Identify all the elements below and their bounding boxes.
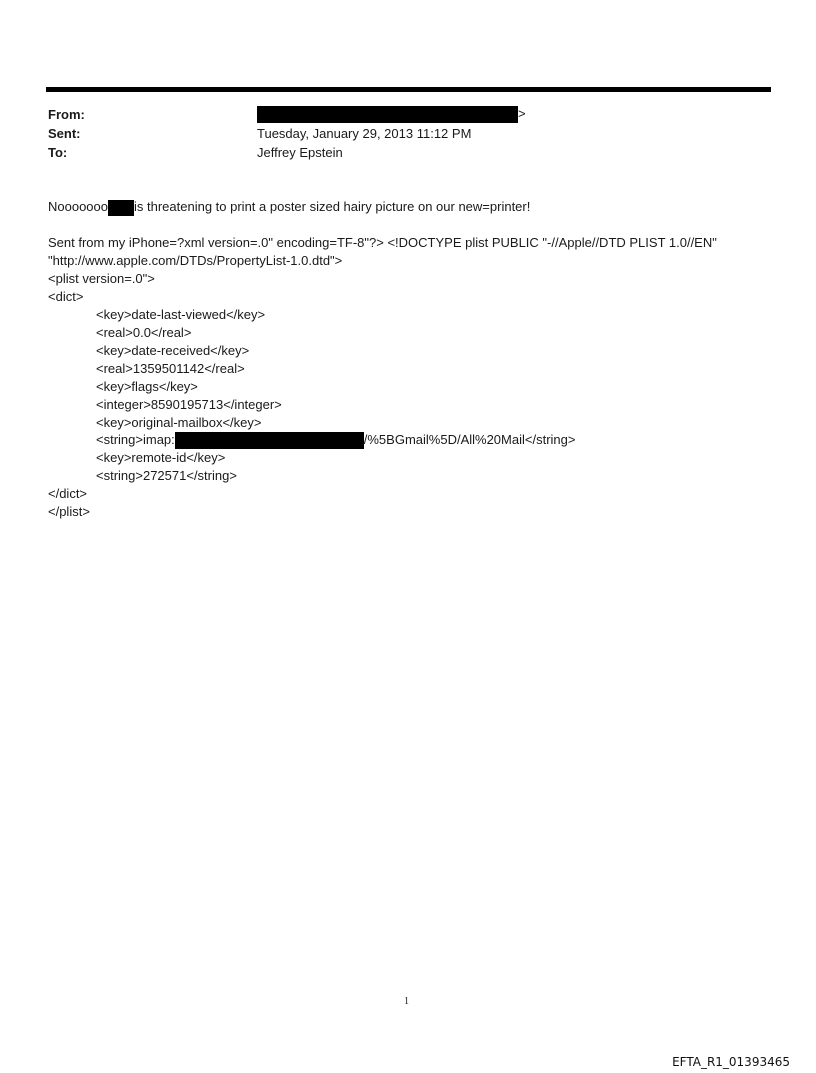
plist-open: <plist version=.0"> xyxy=(48,271,155,286)
plist-entry: <key>date-last-viewed</key> xyxy=(96,307,266,322)
page-number: 1 xyxy=(404,996,409,1007)
redaction-block xyxy=(108,200,134,216)
message-end: is threatening to print a poster sized hairy picture on our new=printer! xyxy=(134,199,531,214)
bates-number: EFTA_R1_01393465 xyxy=(672,1055,790,1069)
message-line xyxy=(48,198,530,216)
redaction-block xyxy=(175,432,364,449)
plist-entry: <string>272571</string> xyxy=(96,468,237,483)
to-value: Jeffrey Epstein xyxy=(257,145,343,160)
plist-entry: <real>0.0</real> xyxy=(96,325,192,340)
message-start: Nooooooo xyxy=(48,199,108,214)
header-rule xyxy=(46,87,771,92)
imap-line xyxy=(96,431,575,449)
dtd-url-line: "http://www.apple.com/DTDs/PropertyList-1.0.dtd"> xyxy=(48,253,343,268)
plist-entry: <key>remote-id</key> xyxy=(96,450,226,465)
from-tail: > xyxy=(518,106,526,121)
plist-entry: <real>1359501142</real> xyxy=(96,361,245,376)
from-label: From: xyxy=(48,107,85,122)
imap-start: <string>imap: xyxy=(96,432,175,447)
plist-entry: <key>date-received</key> xyxy=(96,343,250,358)
to-label: To: xyxy=(48,145,68,160)
sent-value: Tuesday, January 29, 2013 11:12 PM xyxy=(257,126,472,141)
dict-open: <dict> xyxy=(48,289,84,304)
dict-close: </dict> xyxy=(48,486,88,501)
imap-end: /%5BGmail%5D/All%20Mail</string> xyxy=(363,432,576,447)
redaction-block xyxy=(257,106,518,123)
plist-entry: <key>flags</key> xyxy=(96,379,198,394)
plist-entry: <key>original-mailbox</key> xyxy=(96,415,262,430)
plist-close: </plist> xyxy=(48,504,90,519)
from-value xyxy=(257,106,526,123)
sent-label: Sent: xyxy=(48,126,81,141)
sent-from-line: Sent from my iPhone=?xml version=.0" encoding=TF-8"?> <!DOCTYPE plist PUBLIC "-//Apple//DTD PLIST 1.0//EN" xyxy=(48,235,717,250)
plist-entry: <integer>8590195713</integer> xyxy=(96,397,282,412)
